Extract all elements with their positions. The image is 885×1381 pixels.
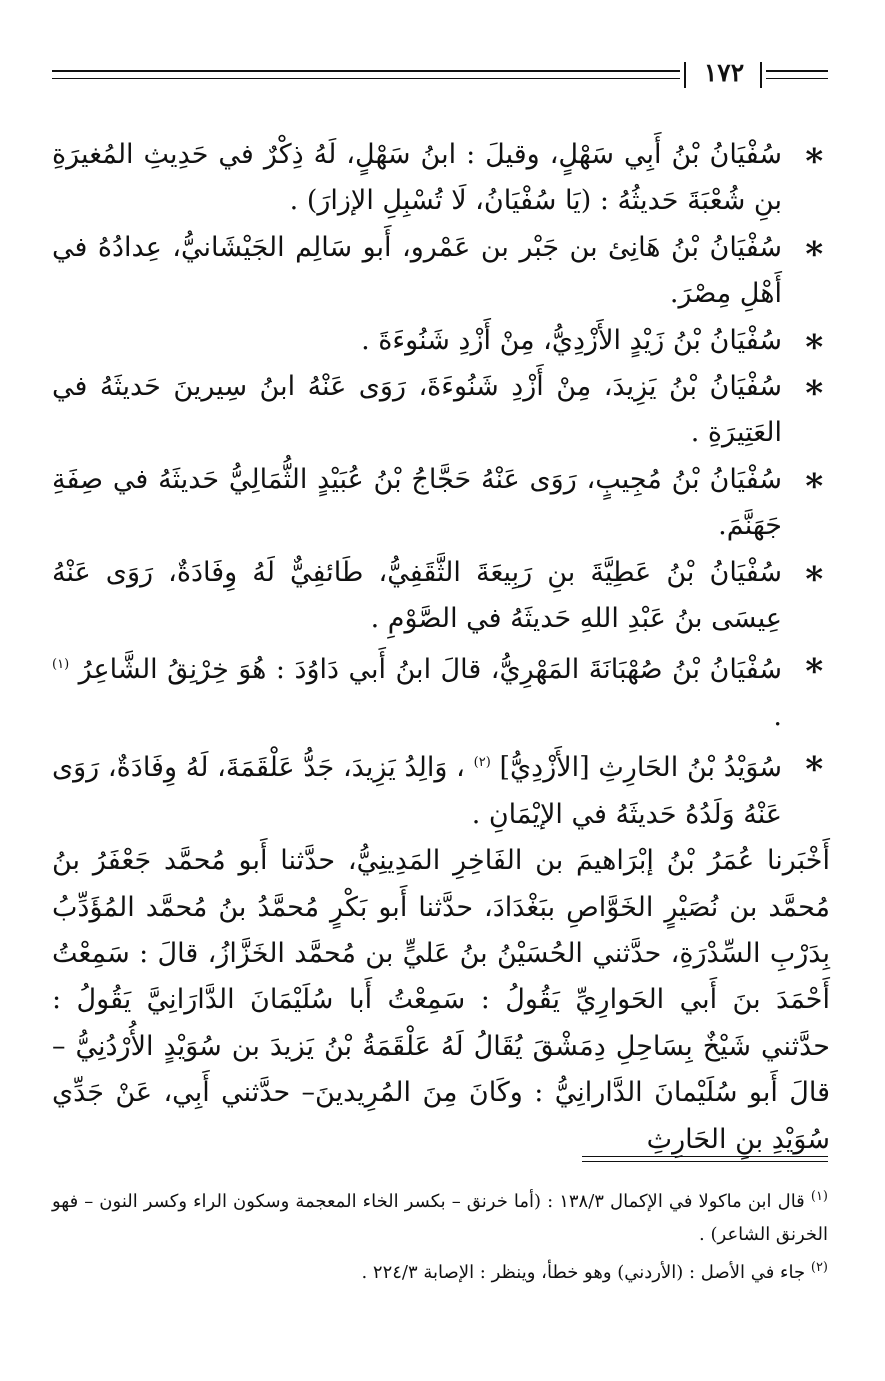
header-rule-right — [766, 70, 828, 79]
page-header — [0, 58, 885, 92]
biography-entry-6 — [52, 550, 830, 643]
entry-marker-star: ∗ — [802, 320, 826, 361]
entry-marker-star: ∗ — [802, 459, 826, 500]
entry-marker-star: ∗ — [802, 135, 826, 175]
entry-text: سُفْيَانُ بْنُ هَانِئ بن جَبْر بن عَمْرو، أَبو سَالِم الجَيْشَانيُّ، عِدادُهُ في أَهْلِ مِصْرَ. — [52, 231, 782, 310]
footnote-reference: (١) — [52, 657, 70, 673]
entry-text-tail: . — [773, 700, 782, 732]
footnote-1 — [52, 1180, 828, 1251]
entry-marker-star: ∗ — [802, 552, 826, 593]
hadith-paragraph: أَخْبَرنا عُمَرُ بْنُ إبْرَاهيمَ بن الفَاخِرِ المَدِينِيُّ، حدَّثنا أَبو مُحمَّد جَعْفَرُ بنُ مُحمَّد بن نُصَيْرٍ الخَوَّاصِ ببَغْدَادَ، حدَّثنا أَبو بَكْرٍ مُحمَّدُ بنُ مُحمَّد المُؤَدِّبُ بِدَرْبِ السِّدْرَةِ، حدَّثني الحُسَيْنُ بنُ عَليٍّ بن مُحمَّد الخَزَّازُ، قالَ : سَمِعْتُ أَحْمَدَ بنَ أَبي الحَوارِيِّ يَقُولُ : سَمِعْتُ أَبا سُلَيْمَانَ الدَّارَانِيَّ يَقُولُ : حدَّثني شَيْخٌ بِسَاحِلِ دِمَشْقَ يُقَالُ لَهُ عَلْقَمَةُ بْنُ يَزيدَ بن سُوَيْدٍ الأُرْدُنِيُّ –قالَ أَبو سُلَيْمانَ الدَّارانِيُّ : وكَانَ مِنَ المُرِيدينَ– حدَّثني أَبِي، عَنْ جَدِّي سُوَيْدِ بنِ الحَارِثِ — [52, 845, 830, 1155]
header-rule-left — [52, 70, 680, 79]
footnote-marker: (١) — [810, 1189, 828, 1204]
footnote-2 — [52, 1251, 828, 1289]
biography-entry-4 — [52, 364, 830, 457]
footnote-reference: (٢) — [473, 755, 491, 771]
entry-text-tail: ، وَالِدُ يَزِيدَ، جَدُّ عَلْقَمَةَ، لَهُ وِفَادَةٌ، رَوَى عَنْهُ وَلَدُهُ حَديثَهُ في الإيْمَانِ . — [52, 752, 782, 830]
entry-text: سُفْيَانُ بْنُ صُهْبَانَةَ المَهْرِيُّ، قالَ ابنُ أَبي دَاوُدَ : هُوَ خِرْنِقُ الشَّاعِرُ — [78, 654, 782, 686]
footnote-separator — [582, 1156, 828, 1162]
biography-entry-5 — [52, 457, 830, 550]
entry-text: سُفْيَانُ بْنُ عَطِيَّةَ بنِ رَبِيعَةَ الثَّقَفِيُّ، طَائفِيٌّ لَهُ وِفَادَةٌ، رَوَى عَنْهُ عِيسَى بنُ عَبْدِ اللهِ حَديثَهُ في الصَّوْمِ . — [52, 556, 782, 635]
footnotes — [52, 1180, 828, 1289]
entry-marker-star: ∗ — [802, 743, 826, 784]
footnote-marker: (٢) — [810, 1260, 828, 1275]
entry-marker-star: ∗ — [802, 227, 826, 268]
entry-text: سُفْيَانُ بْنُ زَيْدٍ الأَزْدِيُّ، مِنْ أَزْدِ شَنُوءَةَ . — [361, 324, 782, 356]
entry-text: سُفْيَانُ بْنُ أَبِي سَهْلٍ، وقيلَ : ابنُ سَهْلٍ، لَهُ ذِكْرٌ في حَدِيثِ المُغيرَةِ بنِ شُعْبَةَ حَديثُهُ : (يَا سُفْيَانُ، لَا تُسْبِلِ الإزارَ) . — [52, 139, 782, 217]
entry-text: سُفْيَانُ بْنُ مُجِيبٍ، رَوَى عَنْهُ حَجَّاجُ بْنُ عُبَيْدٍ الثُّمَالِيُّ حَديثَهُ في صِفَةِ جَهَنَّمَ. — [52, 463, 782, 542]
footnote-text: جاء في الأصل : (الأردني) وهو خطأ، وينظر : الإصابة ٢٢٤/٣ . — [361, 1262, 806, 1283]
entry-marker-star: ∗ — [802, 367, 826, 408]
biography-entry-2 — [52, 225, 830, 318]
biography-entry-1 — [52, 132, 830, 225]
entry-text: سُفْيَانُ بْنُ يَزِيدَ، مِنْ أَزْدِ شَنُوءَةَ، رَوَى عَنْهُ ابنُ سِيرينَ حَديثَهُ في العَتِيرَةِ . — [52, 371, 782, 449]
header-bar-left — [684, 62, 686, 88]
entry-marker-star: ∗ — [802, 645, 826, 686]
biography-entry-7 — [52, 642, 830, 740]
page-number: ١٧٢ — [703, 58, 745, 87]
footnote-text: قال ابن ماكولا في الإكمال ١٣٨/٣ : (أما خرنق – بكسر الخاء المعجمة وسكون الراء وكسر النون – فهو الخرنق الشاعر) . — [52, 1191, 828, 1245]
main-text — [52, 132, 830, 1163]
biography-entry-3 — [52, 318, 830, 364]
biography-entry-8 — [52, 740, 830, 838]
header-bar-right — [760, 62, 762, 88]
entry-text: سُوَيْدُ بْنُ الحَارِثِ [الأَزْدِيُّ] — [499, 752, 783, 784]
